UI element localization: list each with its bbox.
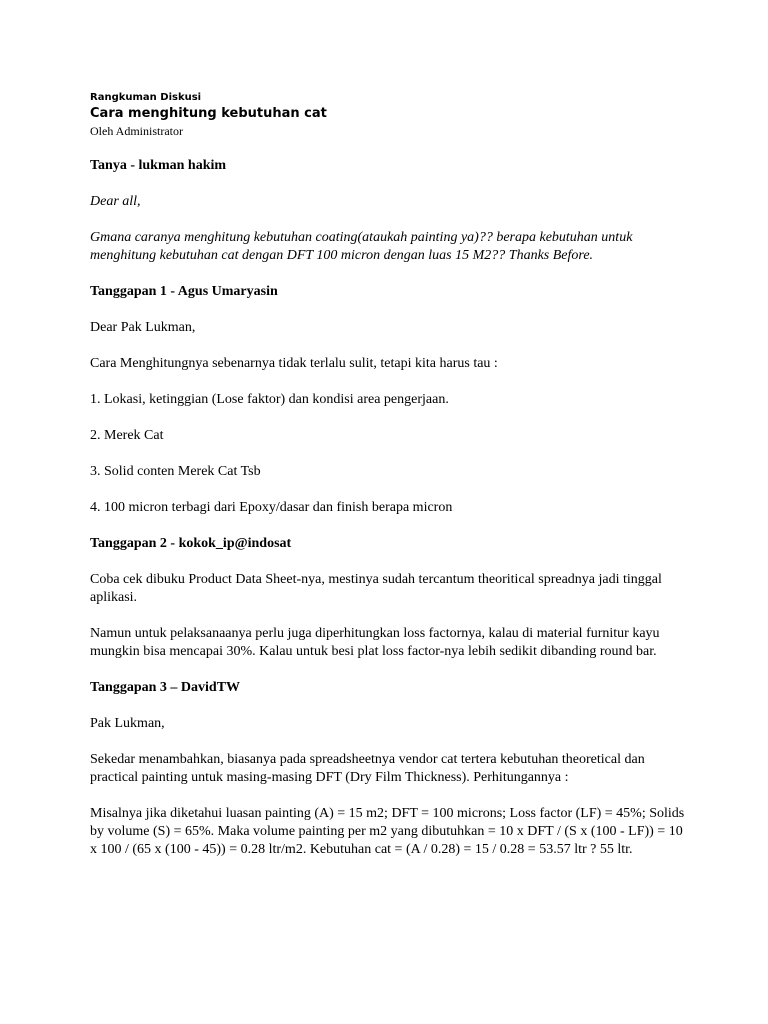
reply-3-greeting: Pak Lukman, (90, 716, 165, 731)
reply-1-point-3: 3. Solid conten Merek Cat Tsb (90, 464, 261, 479)
reply-3-section (90, 679, 690, 859)
question-section (90, 157, 690, 265)
reply-2-section (90, 535, 690, 661)
reply-1-heading: Tanggapan 1 - Agus Umaryasin (90, 284, 278, 299)
reply-2-heading: Tanggapan 2 - kokok_ip@indosat (90, 536, 292, 551)
reply-1-point-1: 1. Lokasi, ketinggian (Lose faktor) dan kondisi area pengerjaan. (90, 392, 449, 407)
reply-3-paragraph-1: Sekedar menambahkan, biasanya pada spreadsheetnya vendor cat tertera kebutuhan theoretical dan practical painting untuk masing-masing DFT (Dry Film Thickness). Perhitungannya : (90, 752, 645, 785)
question-greeting: Dear all, (90, 194, 141, 209)
reply-3-heading: Tanggapan 3 – DavidTW (90, 680, 241, 695)
section-label: Rangkuman Diskusi (90, 92, 202, 103)
reply-1-intro: Cara Menghitungnya sebenarnya tidak terlalu sulit, tetapi kita harus tau : (90, 356, 498, 371)
reply-1-section (90, 283, 690, 517)
article-title: Cara menghitung kebutuhan cat (90, 106, 327, 121)
question-body: Gmana caranya menghitung kebutuhan coating(ataukah painting ya)?? berapa kebutuhan untuk menghitung kebutuhan cat dengan DFT 100 micron dengan luas 15 M2?? Thanks Before. (90, 230, 633, 263)
document-page (90, 91, 690, 877)
reply-2-paragraph-1: Coba cek dibuku Product Data Sheet-nya, mestinya sudah tercantum theoritical spreadnya jadi tinggal aplikasi. (90, 572, 662, 605)
question-heading: Tanya - lukman hakim (90, 158, 227, 173)
reply-1-point-2: 2. Merek Cat (90, 428, 164, 443)
reply-3-calculation: Misalnya jika diketahui luasan painting (A) = 15 m2; DFT = 100 microns; Loss factor (LF) = 45%; Solids by volume (S) = 65%. Maka volume painting per m2 yang dibutuhkan = 10 x DFT / (S x (100 - LF)) = 10 x 100 / (65 x (100 - 45)) = 0.28 ltr/m2. Kebutuhan cat = (A / 0.28) = 15 / 0.28 = 53.57 ltr ? 55 ltr. (90, 806, 685, 857)
reply-1-point-4: 4. 100 micron terbagi dari Epoxy/dasar dan finish berapa micron (90, 500, 453, 515)
document-header (90, 91, 690, 139)
reply-1-greeting: Dear Pak Lukman, (90, 320, 196, 335)
article-byline: Oleh Administrator (90, 124, 183, 138)
reply-2-paragraph-2: Namun untuk pelaksanaanya perlu juga diperhitungkan loss factornya, kalau di material furnitur kayu mungkin bisa mencapai 30%. Kalau untuk besi plat loss factor-nya lebih sedikit dibanding round bar. (90, 626, 660, 659)
